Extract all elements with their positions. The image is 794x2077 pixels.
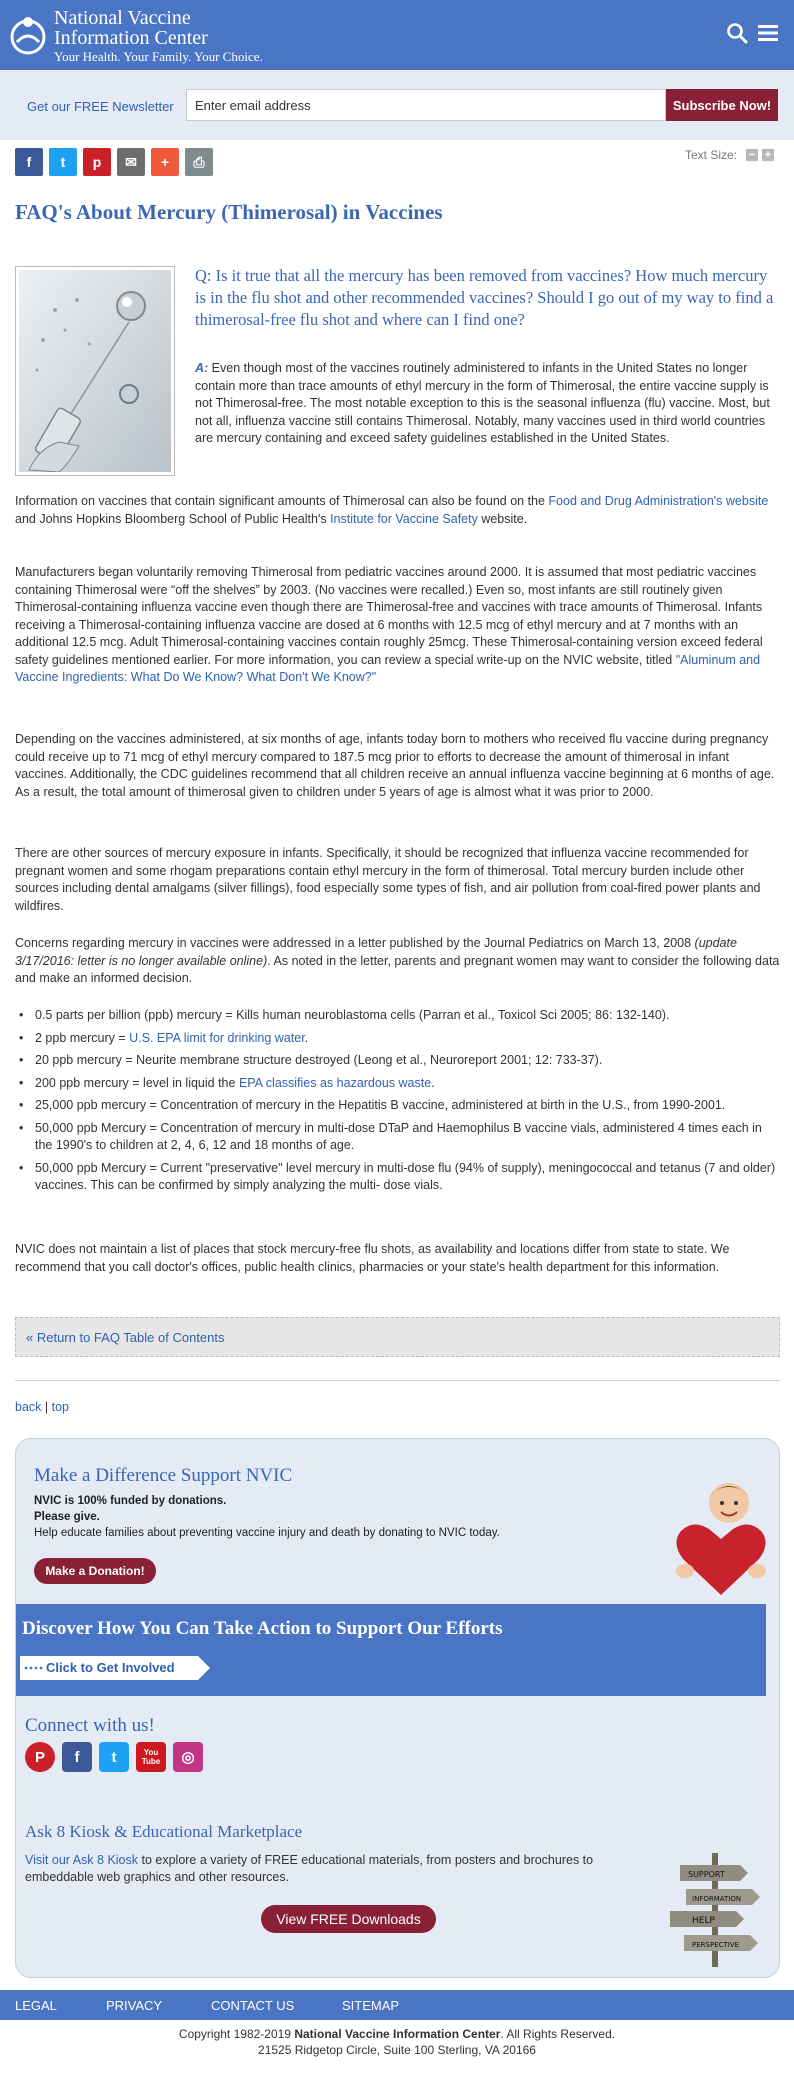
- return-to-faq-link[interactable]: « Return to FAQ Table of Contents: [26, 1330, 225, 1345]
- brand-name-line1[interactable]: National Vaccine: [54, 7, 191, 29]
- manufacturers-paragraph: [15, 564, 780, 687]
- list-item-text: .: [431, 1075, 435, 1090]
- site-header: [0, 0, 794, 70]
- text-size-decrease-button[interactable]: −: [746, 149, 758, 161]
- footer-link-legal[interactable]: LEGAL: [15, 1998, 57, 2013]
- divider: [15, 1380, 780, 1381]
- list-item: [15, 1160, 780, 1195]
- info-text-a: Information on vaccines that contain significant amounts of Thimerosal can also be found on the: [15, 494, 549, 508]
- footer-nav: [0, 1990, 794, 2020]
- mercury-data-list: [15, 1007, 780, 1200]
- footer-link-privacy[interactable]: PRIVACY: [106, 1998, 163, 2013]
- list-item-text: 200 ppb mercury = level in liquid the: [35, 1075, 239, 1090]
- brand-tagline: Your Health. Your Family. Your Choice.: [54, 49, 263, 64]
- list-item: [15, 1052, 780, 1070]
- list-item-text: 20 ppb mercury = Neurite membrane structure destroyed (Leong et al., Neuroreport 2001; 12: 733-37).: [35, 1053, 603, 1067]
- facebook-icon[interactable]: f: [62, 1742, 92, 1772]
- manufacturers-text: Manufacturers began voluntarily removing Thimerosal from pediatric vaccines around 2000. It is assumed that most pediatric vaccines containing Thimerosal were “off the shelves” by 2003. (No vaccines were recalled.) Even so, most infants are still routinely given Thimerosal-containing influenza vaccine even though there are Thimerosal-free and vaccines with trace amounts of Thimerosal. Infants receiving a Thimerosal-containing influenza vaccine are dosed at 6 months with 12.5 mcg of ethyl mercury and at 7 months with an additional 12.5 mcg. Adult Thimerosal-containing vaccines contain roughly 25mcg. These Thimerosal-containing version exceed federal safety guidelines mentioned earlier. For more information, you can review a special write-up on the NVIC website, titled: [15, 565, 763, 667]
- info-text-b: and Johns Hopkins Bloomberg School of Public Health's: [15, 511, 331, 526]
- support-funding-text: NVIC is 100% funded by donations.: [34, 1495, 227, 1507]
- subscribe-button[interactable]: Subscribe Now!: [666, 89, 778, 121]
- list-item-text: 0.5 parts per billion (ppb) mercury = Kills human neuroblastoma cells (Parran et al., Toxicol Sci 2005; 86: 132-140).: [35, 1008, 670, 1022]
- kiosk-text: to explore a variety of FREE educational materials, from posters and brochures to embeddable web graphics and other resources.: [25, 1853, 594, 1884]
- instagram-icon[interactable]: ◎: [173, 1742, 203, 1772]
- sign-support: SUPPORT: [688, 1870, 725, 1879]
- fda-link[interactable]: Food and Drug Administration's website: [548, 494, 769, 508]
- list-item: [15, 1007, 780, 1025]
- kiosk-link[interactable]: Visit our Ask 8 Kiosk: [25, 1853, 139, 1867]
- connect-title: Connect with us!: [25, 1715, 155, 1736]
- concerns-update-note: (update 3/17/2016: letter is no longer available online): [15, 936, 737, 968]
- child-heart-image-icon: [671, 1473, 771, 1603]
- pinterest-icon[interactable]: P: [25, 1742, 55, 1772]
- text-size-label: Text Size:: [685, 148, 738, 162]
- faq-question: Q: Is it true that all the mercury has been removed from vaccines? How much mercury is in the flu shot and other recommended vaccines? Should I go out of my way to find a thimerosal-free flu shot and where can I find one?: [195, 266, 774, 329]
- syringe-photo: [15, 266, 175, 476]
- kiosk-description: [25, 1852, 645, 1886]
- list-item-text: 50,000 ppb Mercury = Concentration of mercury in multi-dose DTaP and Haemophilus B vaccine vials, administered 4 times each in the 1990's to children at 2, 4, 6, 12 and 18 months of age.: [35, 1120, 762, 1152]
- separator: |: [41, 1400, 52, 1414]
- page-title: FAQ's About Mercury (Thimerosal) in Vaccines: [15, 200, 443, 224]
- copyright-org: National Vaccine Information Center: [294, 2027, 501, 2041]
- support-panel: [15, 1438, 780, 1978]
- list-item: [15, 1075, 780, 1093]
- footer-link-contact[interactable]: CONTACT US: [211, 1998, 295, 2013]
- sign-information: INFORMATION: [692, 1895, 742, 1903]
- search-icon[interactable]: [726, 22, 748, 44]
- vaccine-safety-link[interactable]: Institute for Vaccine Safety: [330, 511, 478, 526]
- answer-text: Even though most of the vaccines routinely administered to infants in the United States no longer contain more than trace amounts of ethyl mercury in the form of Thimerosal, the entire vaccine supply is not Thimerosal-free. The most notable exception to this is the seasonal influenza (flu) vaccine. Most, but not all, influenza vaccine still contains Thimerosal. Notably, many vaccines used in third world countries are mercury containing and exceed safety guidelines established in the United States.: [195, 361, 770, 445]
- text-size-increase-button[interactable]: +: [762, 149, 774, 161]
- answer-paragraph: [195, 360, 780, 448]
- list-item: [15, 1120, 780, 1155]
- sign-help: HELP: [692, 1916, 715, 1926]
- list-item: [15, 1030, 780, 1048]
- address: 21525 Ridgetop Circle, Suite 100 Sterling, VA 20166: [258, 2043, 536, 2057]
- concerns-text-a: Concerns regarding mercury in vaccines were addressed in a letter published by the Journal Pediatrics on March 13, 2008: [15, 936, 695, 950]
- concerns-paragraph: [15, 935, 780, 988]
- print-icon[interactable]: ⎙: [185, 148, 213, 176]
- kiosk-title: Ask 8 Kiosk & Educational Marketplace: [25, 1822, 303, 1841]
- top-link[interactable]: top: [51, 1400, 69, 1414]
- sources-paragraph: There are other sources of mercury exposure in infants. Specifically, it should be recognized that influenza vaccine recommended for pregnant women and some rhogam preparations contain ethyl mercury in the form of thimerosal. Total mercury burden include other sources including dental amalgams (silver fillings), food especially some types of fish, and air pollution from coal-fired power plants and wildfires.: [15, 846, 761, 913]
- newsletter-bar: [0, 70, 794, 140]
- epa-drinking-water-link[interactable]: U.S. EPA limit for drinking water: [129, 1030, 305, 1045]
- aluminum-article-link[interactable]: "Aluminum and Vaccine Ingredients: What Do We Know? What Don't We Know?": [15, 652, 761, 684]
- plus-icon[interactable]: +: [151, 148, 179, 176]
- signpost-image-icon: [666, 1849, 766, 1969]
- view-downloads-button[interactable]: View FREE Downloads: [261, 1905, 436, 1933]
- concerns-text-b: . As noted in the letter, parents and pregnant women may want to consider the following data and make an informed decision.: [15, 953, 780, 985]
- copyright: [0, 2026, 794, 2058]
- list-item-text: 50,000 ppb Mercury = Current "preservative" level mercury in multi-dose flu (94% of supply), meningococcal and tetanus (7 and older) vaccines. This can be confirmed by simply analyzing the multi- dose vials.: [35, 1160, 776, 1192]
- copyright-text: Copyright 1982-2019: [178, 2027, 295, 2041]
- support-title: Make a Difference Support NVIC: [34, 1465, 293, 1486]
- brand-name-line2[interactable]: Information Center: [54, 27, 208, 49]
- answer-lead: A:: [195, 361, 209, 375]
- epa-hazardous-waste-link[interactable]: EPA classifies as hazardous waste: [238, 1075, 432, 1090]
- dosage-paragraph: Depending on the vaccines administered, at six months of age, infants today born to mothers who received flu vaccine during pregnancy could receive up to 71 mcg of ethyl mercury compared to 187.5 mcg prior to efforts to decrease the amount of thimerosal in infant vaccines. Additionally, the CDC guidelines recommend that all children receive an annual influenza vaccine beginning at 6 months of age. As a result, the total amount of thimerosal given to children under 5 years of age is almost what it was prior to 2000.: [15, 732, 775, 799]
- donate-button[interactable]: Make a Donation!: [34, 1558, 156, 1584]
- list-item-text: 2 ppb mercury =: [35, 1030, 130, 1045]
- pinterest-icon[interactable]: p: [83, 148, 111, 176]
- closing-paragraph: NVIC does not maintain a list of places that stock mercury-free flu shots, as availability and locations differ from state to state. We recommend that you call doctor's offices, public health clinics, pharmacies or your state's health department for this information.: [15, 1242, 730, 1274]
- nvic-logo-icon[interactable]: [8, 12, 48, 58]
- back-link[interactable]: back: [15, 1400, 42, 1414]
- youtube-icon[interactable]: You Tube: [136, 1742, 166, 1772]
- list-item-text: .: [304, 1030, 309, 1045]
- hamburger-menu-icon[interactable]: [757, 22, 779, 44]
- footer-link-sitemap[interactable]: SITEMAP: [342, 1998, 400, 2013]
- list-item-text: 25,000 ppb mercury = Concentration of mercury in the Hepatitis B vaccine, administered at birth in the U.S., from 1990-2001.: [35, 1098, 726, 1112]
- support-please-give: Please give.: [34, 1511, 100, 1523]
- take-action-banner: [16, 1604, 766, 1696]
- facebook-icon[interactable]: f: [15, 148, 43, 176]
- take-action-title: Discover How You Can Take Action to Support Our Efforts: [22, 1618, 503, 1639]
- support-description: Help educate families about preventing vaccine injury and death by donating to NVIC today.: [34, 1527, 500, 1539]
- twitter-icon[interactable]: t: [49, 148, 77, 176]
- get-involved-button[interactable]: Click to Get Involved: [46, 1660, 175, 1675]
- newsletter-label: Get our FREE Newsletter: [27, 99, 174, 114]
- sign-perspective: PERSPECTIVE: [692, 1941, 740, 1949]
- email-icon[interactable]: ✉: [117, 148, 145, 176]
- list-item: [15, 1097, 780, 1115]
- faq-return-bar: [15, 1317, 780, 1357]
- back-top-links: [15, 1400, 69, 1414]
- twitter-icon[interactable]: t: [99, 1742, 129, 1772]
- email-field[interactable]: [186, 89, 666, 121]
- info-paragraph: [15, 493, 780, 528]
- info-text-c: website.: [477, 511, 528, 526]
- copyright-line: [0, 2026, 794, 2042]
- syringe-image-icon: [19, 270, 171, 472]
- copyright-rights: . All Rights Reserved.: [500, 2027, 616, 2041]
